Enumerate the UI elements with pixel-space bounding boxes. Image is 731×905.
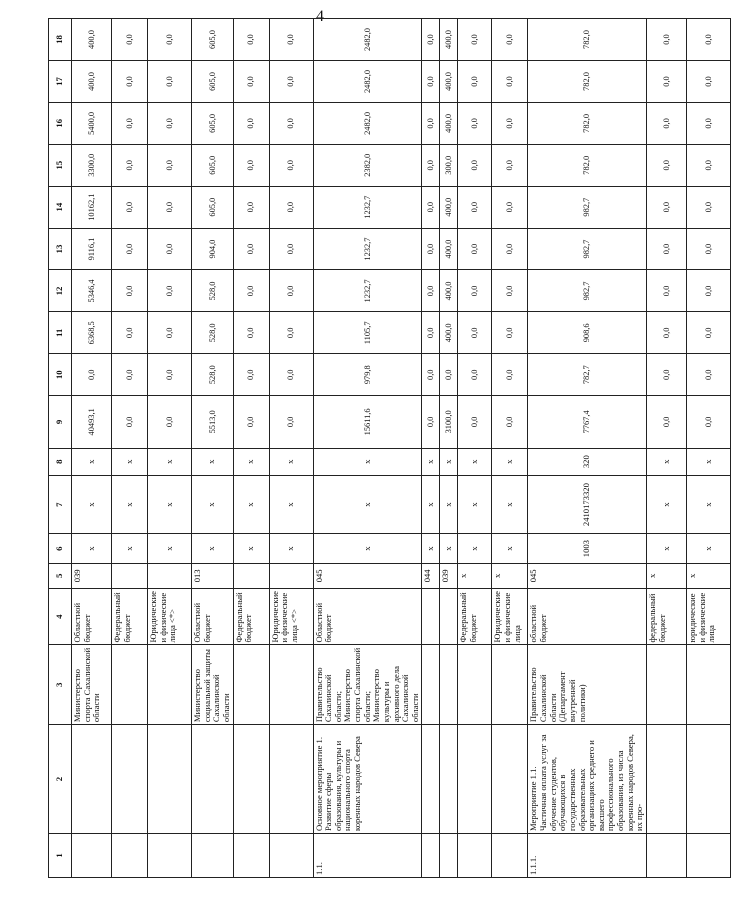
- cell-col-3: [440, 645, 458, 725]
- cell-col-6: x: [313, 534, 422, 563]
- col-header: 12: [49, 270, 72, 312]
- cell-col-16: 2482,0: [313, 102, 422, 144]
- cell-col-17: 0,0: [148, 61, 192, 103]
- cell-col-8: x: [646, 448, 686, 475]
- cell-col-6: x: [72, 534, 112, 563]
- table-row: [422, 19, 440, 878]
- cell-col-3: [422, 645, 440, 725]
- table-row: [646, 19, 686, 878]
- cell-col-5: x: [686, 563, 730, 588]
- cell-col-18: 0,0: [686, 19, 730, 61]
- cell-col-11: 0,0: [148, 312, 192, 354]
- cell-col-5: 045: [313, 563, 422, 588]
- cell-col-18: 400,0: [72, 19, 112, 61]
- cell-col-4: Федеральный бюджет: [233, 588, 269, 645]
- col-header: 7: [49, 475, 72, 534]
- cell-col-4: юридические и физические лица: [686, 588, 730, 645]
- cell-col-16: 0,0: [112, 102, 148, 144]
- cell-col-18: 0,0: [233, 19, 269, 61]
- cell-col-13: 9116,1: [72, 228, 112, 270]
- cell-col-15: 300,0: [440, 144, 458, 186]
- table-row: [233, 19, 269, 878]
- cell-col-17: 0,0: [269, 61, 313, 103]
- col-header: 2: [49, 725, 72, 834]
- cell-col-16: 0,0: [458, 102, 492, 144]
- cell-col-7: x: [112, 475, 148, 534]
- cell-col-5: x: [646, 563, 686, 588]
- cell-col-5: x: [458, 563, 492, 588]
- cell-col-7: x: [269, 475, 313, 534]
- cell-col-13: 0,0: [422, 228, 440, 270]
- cell-col-18: 2482,0: [313, 19, 422, 61]
- cell-col-8: x: [112, 448, 148, 475]
- table-row: [440, 19, 458, 878]
- cell-col-15: 605,0: [192, 144, 234, 186]
- cell-col-13: 0,0: [148, 228, 192, 270]
- cell-col-2: [458, 725, 492, 834]
- cell-col-10: 0,0: [458, 354, 492, 396]
- cell-col-9: 0,0: [686, 396, 730, 448]
- cell-col-10: 528,0: [192, 354, 234, 396]
- cell-col-8: x: [492, 448, 528, 475]
- cell-col-6: x: [233, 534, 269, 563]
- cell-col-14: 0,0: [492, 186, 528, 228]
- cell-col-9: 0,0: [269, 396, 313, 448]
- table-body: [72, 19, 731, 878]
- cell-col-1: [233, 834, 269, 878]
- cell-col-15: 0,0: [458, 144, 492, 186]
- cell-col-14: 10162,1: [72, 186, 112, 228]
- cell-col-2: [233, 725, 269, 834]
- cell-col-17: 0,0: [492, 61, 528, 103]
- cell-col-10: 0,0: [148, 354, 192, 396]
- cell-col-5: [112, 563, 148, 588]
- cell-col-14: 0,0: [269, 186, 313, 228]
- cell-col-14: 0,0: [686, 186, 730, 228]
- cell-col-13: 1232,7: [313, 228, 422, 270]
- cell-col-6: x: [148, 534, 192, 563]
- cell-col-2: [492, 725, 528, 834]
- cell-col-12: 1232,7: [313, 270, 422, 312]
- cell-col-12: 0,0: [646, 270, 686, 312]
- cell-col-13: 904,0: [192, 228, 234, 270]
- cell-col-1: 1.1.: [313, 834, 422, 878]
- cell-col-10: 0,0: [233, 354, 269, 396]
- cell-col-10: 0,0: [269, 354, 313, 396]
- cell-col-4: [440, 588, 458, 645]
- cell-col-8: x: [422, 448, 440, 475]
- cell-col-1: [440, 834, 458, 878]
- col-header: 8: [49, 448, 72, 475]
- cell-col-2: [422, 725, 440, 834]
- cell-col-10: 0,0: [646, 354, 686, 396]
- cell-col-10: 0,0: [440, 354, 458, 396]
- cell-col-5: [233, 563, 269, 588]
- table-row: [269, 19, 313, 878]
- cell-col-7: x: [72, 475, 112, 534]
- cell-col-2: [269, 725, 313, 834]
- cell-col-11: 1105,7: [313, 312, 422, 354]
- rotated-table-wrapper: [48, 18, 717, 878]
- cell-col-7: x: [192, 475, 234, 534]
- cell-col-7: 2410173320: [528, 475, 647, 534]
- col-header: 6: [49, 534, 72, 563]
- cell-col-18: 605,0: [192, 19, 234, 61]
- cell-col-9: 0,0: [422, 396, 440, 448]
- cell-col-11: 6368,5: [72, 312, 112, 354]
- cell-col-4: Юридические и физические лица <*>: [148, 588, 192, 645]
- cell-col-6: x: [440, 534, 458, 563]
- cell-col-2: [440, 725, 458, 834]
- col-header: 16: [49, 102, 72, 144]
- cell-col-9: 15611,6: [313, 396, 422, 448]
- cell-col-10: 979,8: [313, 354, 422, 396]
- cell-col-6: x: [269, 534, 313, 563]
- cell-col-11: 908,6: [528, 312, 647, 354]
- cell-col-11: 400,0: [440, 312, 458, 354]
- cell-col-2: [646, 725, 686, 834]
- cell-col-3: Правительство Сахалинской области; Министерство спорта Сахалинской области; Министерство культуры и архивного дела Сахалинской области: [313, 645, 422, 725]
- cell-col-14: 0,0: [646, 186, 686, 228]
- cell-col-15: 0,0: [233, 144, 269, 186]
- cell-col-11: 0,0: [458, 312, 492, 354]
- table-row: [112, 19, 148, 878]
- cell-col-12: 528,0: [192, 270, 234, 312]
- cell-col-2: [72, 725, 112, 834]
- cell-col-18: 0,0: [422, 19, 440, 61]
- cell-col-4: [422, 588, 440, 645]
- col-header: 14: [49, 186, 72, 228]
- cell-col-2: [112, 725, 148, 834]
- cell-col-16: 0,0: [646, 102, 686, 144]
- cell-col-18: 0,0: [492, 19, 528, 61]
- cell-col-3: [458, 645, 492, 725]
- cell-col-5: [148, 563, 192, 588]
- cell-col-14: 605,0: [192, 186, 234, 228]
- cell-col-7: x: [313, 475, 422, 534]
- cell-col-9: 7767,4: [528, 396, 647, 448]
- cell-col-12: 0,0: [148, 270, 192, 312]
- cell-col-4: Юридические и физические лица: [492, 588, 528, 645]
- cell-col-3: Министерство социальной защиты Сахалинской области: [192, 645, 234, 725]
- cell-col-1: [686, 834, 730, 878]
- cell-col-13: 0,0: [269, 228, 313, 270]
- cell-col-7: x: [686, 475, 730, 534]
- cell-col-1: [646, 834, 686, 878]
- cell-col-15: 782,0: [528, 144, 647, 186]
- cell-col-15: 0,0: [422, 144, 440, 186]
- col-header: 18: [49, 19, 72, 61]
- cell-col-10: 0,0: [422, 354, 440, 396]
- cell-col-8: x: [269, 448, 313, 475]
- cell-col-9: 3100,0: [440, 396, 458, 448]
- cell-col-4: Федеральный бюджет: [458, 588, 492, 645]
- cell-col-9: 5513,0: [192, 396, 234, 448]
- col-header: 5: [49, 563, 72, 588]
- table-row: [528, 19, 647, 878]
- col-header: 17: [49, 61, 72, 103]
- cell-col-5: 044: [422, 563, 440, 588]
- col-header: 9: [49, 396, 72, 448]
- cell-col-3: Министерство спорта Сахалинской области: [72, 645, 112, 725]
- cell-col-8: x: [233, 448, 269, 475]
- cell-col-16: 0,0: [148, 102, 192, 144]
- cell-col-2: Мероприятие 1.1. Частичная оплата услуг за обучение студентов, обучающихся в государственных образовательных организациях среднего и высшего профессионального образования, из числа коренных народов Севера, их про-: [528, 725, 647, 834]
- cell-col-7: x: [148, 475, 192, 534]
- cell-col-17: 0,0: [422, 61, 440, 103]
- cell-col-10: 0,0: [492, 354, 528, 396]
- cell-col-17: 400,0: [440, 61, 458, 103]
- cell-col-5: 013: [192, 563, 234, 588]
- cell-col-12: 0,0: [422, 270, 440, 312]
- cell-col-8: x: [72, 448, 112, 475]
- col-header: 1: [49, 834, 72, 878]
- cell-col-11: 0,0: [646, 312, 686, 354]
- cell-col-18: 782,0: [528, 19, 647, 61]
- cell-col-16: 0,0: [269, 102, 313, 144]
- cell-col-12: 0,0: [458, 270, 492, 312]
- cell-col-12: 5346,4: [72, 270, 112, 312]
- cell-col-4: Юридические и физические лица <*>: [269, 588, 313, 645]
- table-row: [458, 19, 492, 878]
- cell-col-15: 0,0: [269, 144, 313, 186]
- cell-col-7: x: [646, 475, 686, 534]
- cell-col-4: областной бюджет: [528, 588, 647, 645]
- cell-col-14: 0,0: [458, 186, 492, 228]
- cell-col-16: 0,0: [422, 102, 440, 144]
- cell-col-3: [233, 645, 269, 725]
- cell-col-17: 605,0: [192, 61, 234, 103]
- cell-col-1: [148, 834, 192, 878]
- col-header: 10: [49, 354, 72, 396]
- cell-col-9: 40493,1: [72, 396, 112, 448]
- cell-col-7: x: [422, 475, 440, 534]
- header-row: [49, 19, 72, 878]
- cell-col-7: x: [440, 475, 458, 534]
- cell-col-11: 0,0: [269, 312, 313, 354]
- cell-col-1: [192, 834, 234, 878]
- cell-col-6: x: [192, 534, 234, 563]
- cell-col-2: [192, 725, 234, 834]
- cell-col-9: 0,0: [148, 396, 192, 448]
- cell-col-17: 0,0: [458, 61, 492, 103]
- cell-col-18: 400,0: [440, 19, 458, 61]
- cell-col-16: 0,0: [686, 102, 730, 144]
- cell-col-16: 0,0: [233, 102, 269, 144]
- cell-col-18: 0,0: [112, 19, 148, 61]
- cell-col-3: [492, 645, 528, 725]
- cell-col-5: 039: [440, 563, 458, 588]
- cell-col-8: x: [313, 448, 422, 475]
- cell-col-8: x: [192, 448, 234, 475]
- cell-col-4: федеральный бюджет: [646, 588, 686, 645]
- col-header: 3: [49, 645, 72, 725]
- cell-col-7: x: [458, 475, 492, 534]
- cell-col-8: x: [148, 448, 192, 475]
- cell-col-15: 0,0: [148, 144, 192, 186]
- cell-col-8: x: [686, 448, 730, 475]
- cell-col-17: 0,0: [646, 61, 686, 103]
- cell-col-13: 0,0: [233, 228, 269, 270]
- cell-col-4: Федеральный бюджет: [112, 588, 148, 645]
- cell-col-6: x: [686, 534, 730, 563]
- cell-col-13: 0,0: [458, 228, 492, 270]
- cell-col-16: 0,0: [492, 102, 528, 144]
- cell-col-12: 0,0: [112, 270, 148, 312]
- col-header: 11: [49, 312, 72, 354]
- cell-col-12: 0,0: [492, 270, 528, 312]
- cell-col-11: 0,0: [112, 312, 148, 354]
- cell-col-6: x: [646, 534, 686, 563]
- cell-col-13: 982,7: [528, 228, 647, 270]
- col-header: 13: [49, 228, 72, 270]
- cell-col-8: x: [440, 448, 458, 475]
- cell-col-15: 0,0: [646, 144, 686, 186]
- cell-col-16: 605,0: [192, 102, 234, 144]
- cell-col-9: 0,0: [112, 396, 148, 448]
- cell-col-3: [269, 645, 313, 725]
- cell-col-18: 0,0: [269, 19, 313, 61]
- cell-col-8: x: [458, 448, 492, 475]
- cell-col-12: 982,7: [528, 270, 647, 312]
- cell-col-15: 0,0: [112, 144, 148, 186]
- cell-col-14: 1232,7: [313, 186, 422, 228]
- cell-col-1: 1.1.1.: [528, 834, 647, 878]
- cell-col-5: [269, 563, 313, 588]
- cell-col-5: x: [492, 563, 528, 588]
- cell-col-5: 045: [528, 563, 647, 588]
- cell-col-16: 5400,0: [72, 102, 112, 144]
- cell-col-17: 0,0: [686, 61, 730, 103]
- cell-col-6: 1003: [528, 534, 647, 563]
- cell-col-10: 782,7: [528, 354, 647, 396]
- cell-col-11: 0,0: [492, 312, 528, 354]
- cell-col-14: 0,0: [112, 186, 148, 228]
- cell-col-12: 0,0: [686, 270, 730, 312]
- cell-col-12: 0,0: [233, 270, 269, 312]
- col-header: 15: [49, 144, 72, 186]
- cell-col-10: 0,0: [686, 354, 730, 396]
- cell-col-10: 0,0: [72, 354, 112, 396]
- cell-col-14: 0,0: [422, 186, 440, 228]
- cell-col-15: 2382,0: [313, 144, 422, 186]
- cell-col-14: 982,7: [528, 186, 647, 228]
- cell-col-18: 0,0: [148, 19, 192, 61]
- cell-col-2: [686, 725, 730, 834]
- cell-col-14: 0,0: [233, 186, 269, 228]
- cell-col-6: x: [492, 534, 528, 563]
- cell-col-16: 400,0: [440, 102, 458, 144]
- cell-col-10: 0,0: [112, 354, 148, 396]
- cell-col-3: Правительство Сахалинской области (Департамент внутренней политики): [528, 645, 647, 725]
- table-row: [313, 19, 422, 878]
- cell-col-18: 0,0: [646, 19, 686, 61]
- cell-col-17: 782,0: [528, 61, 647, 103]
- cell-col-15: 0,0: [686, 144, 730, 186]
- cell-col-18: 0,0: [458, 19, 492, 61]
- cell-col-11: 0,0: [422, 312, 440, 354]
- cell-col-2: Основное мероприятие 1. Развитие сферы образования, культуры и национального спорта коренных народов Севера: [313, 725, 422, 834]
- cell-col-17: 0,0: [233, 61, 269, 103]
- cell-col-14: 400,0: [440, 186, 458, 228]
- cell-col-3: [148, 645, 192, 725]
- cell-col-3: [686, 645, 730, 725]
- cell-col-15: 0,0: [492, 144, 528, 186]
- cell-col-17: 400,0: [72, 61, 112, 103]
- table-row: [492, 19, 528, 878]
- cell-col-4: Областной бюджет: [192, 588, 234, 645]
- cell-col-1: [492, 834, 528, 878]
- cell-col-7: x: [492, 475, 528, 534]
- cell-col-2: [148, 725, 192, 834]
- table-row: [72, 19, 112, 878]
- cell-col-11: 0,0: [233, 312, 269, 354]
- budget-table: [48, 18, 731, 878]
- cell-col-1: [72, 834, 112, 878]
- cell-col-4: Областной бюджет: [72, 588, 112, 645]
- cell-col-12: 0,0: [269, 270, 313, 312]
- cell-col-16: 782,0: [528, 102, 647, 144]
- cell-col-3: [646, 645, 686, 725]
- cell-col-6: x: [422, 534, 440, 563]
- cell-col-9: 0,0: [646, 396, 686, 448]
- cell-col-13: 0,0: [686, 228, 730, 270]
- cell-col-15: 3300,0: [72, 144, 112, 186]
- cell-col-11: 0,0: [686, 312, 730, 354]
- cell-col-1: [112, 834, 148, 878]
- cell-col-4: Областной бюджет: [313, 588, 422, 645]
- cell-col-9: 0,0: [492, 396, 528, 448]
- cell-col-13: 0,0: [112, 228, 148, 270]
- cell-col-13: 0,0: [646, 228, 686, 270]
- cell-col-14: 0,0: [148, 186, 192, 228]
- table-row: [686, 19, 730, 878]
- cell-col-12: 400,0: [440, 270, 458, 312]
- table-row: [148, 19, 192, 878]
- cell-col-9: 0,0: [458, 396, 492, 448]
- cell-col-9: 0,0: [233, 396, 269, 448]
- cell-col-1: [422, 834, 440, 878]
- cell-col-8: 320: [528, 448, 647, 475]
- cell-col-3: [112, 645, 148, 725]
- col-header: 4: [49, 588, 72, 645]
- cell-col-17: 0,0: [112, 61, 148, 103]
- cell-col-13: 0,0: [492, 228, 528, 270]
- cell-col-17: 2482,0: [313, 61, 422, 103]
- cell-col-1: [269, 834, 313, 878]
- cell-col-11: 528,0: [192, 312, 234, 354]
- table-row: [192, 19, 234, 878]
- cell-col-1: [458, 834, 492, 878]
- cell-col-7: x: [233, 475, 269, 534]
- page-number: 4: [316, 8, 324, 25]
- cell-col-13: 400,0: [440, 228, 458, 270]
- cell-col-6: x: [458, 534, 492, 563]
- cell-col-5: 039: [72, 563, 112, 588]
- cell-col-6: x: [112, 534, 148, 563]
